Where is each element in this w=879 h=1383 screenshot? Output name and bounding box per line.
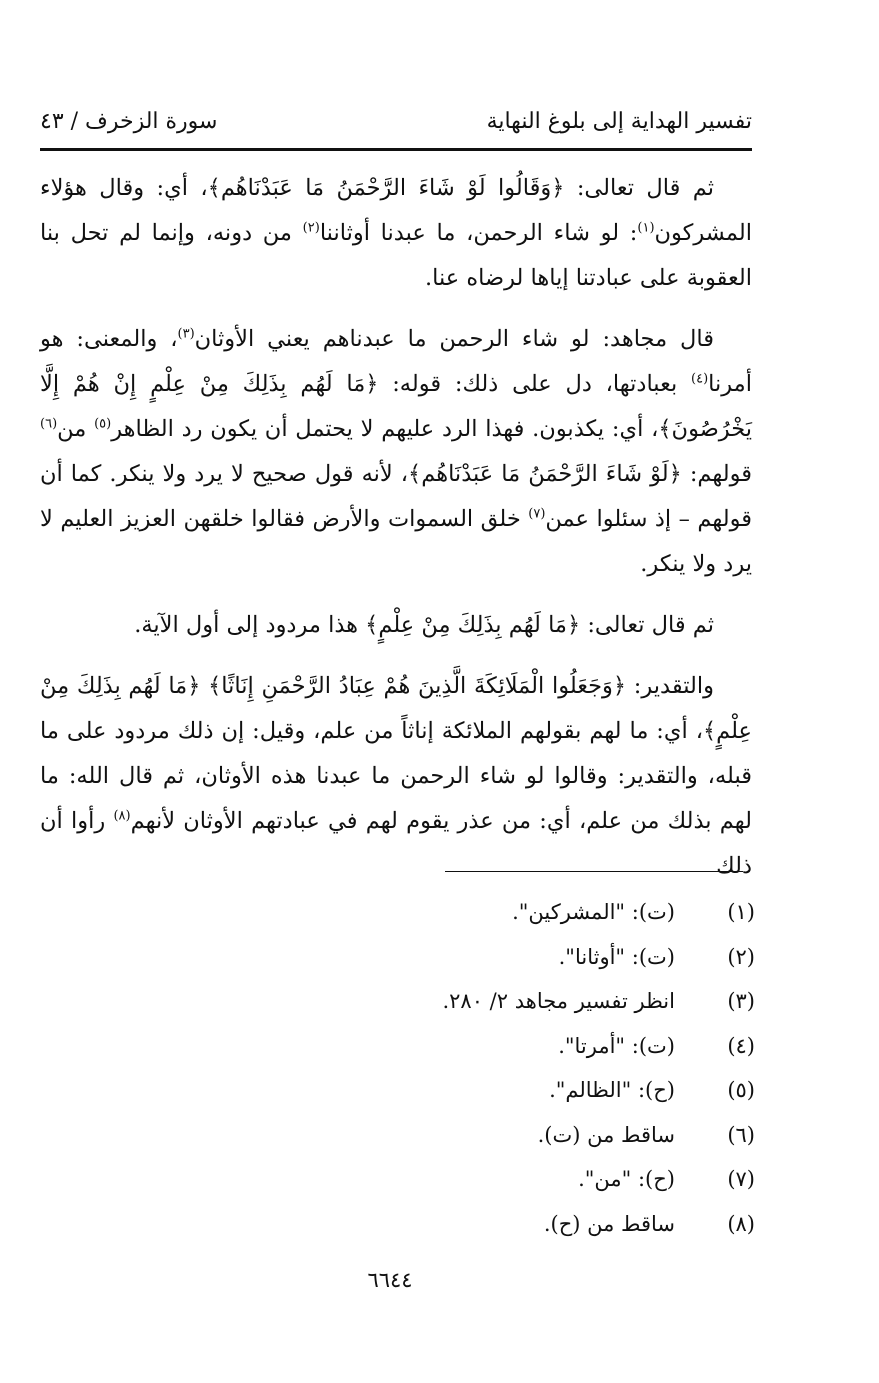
paragraph-3 xyxy=(40,603,752,648)
footnote-item xyxy=(300,979,755,1024)
text-run: ، والمعنى: هو أمرنا xyxy=(40,326,752,397)
text-run: قال مجاهد: لو شاء الرحمن ما عبدناهم يعني الأوثان xyxy=(194,326,714,352)
text-run: ثم قال تعالى: xyxy=(580,612,714,638)
footnote-number: (٤) xyxy=(727,1033,755,1058)
text-run: من دونه، وإنما لم تحل بنا العقوبة على عبادتنا إياها لرضاه عنا. xyxy=(40,220,752,291)
footnote-number: (٢) xyxy=(727,944,755,969)
footnote-text: (ت): "أوثانا". xyxy=(558,944,675,969)
footnote-number: (٦) xyxy=(727,1122,755,1147)
text-run: : لو شاء الرحمن، ما عبدنا أوثاننا xyxy=(319,220,638,246)
text-run: بعبادتها، دل على ذلك: قوله: xyxy=(378,371,691,397)
footnote-number: (٥) xyxy=(727,1078,755,1103)
footnote-ref: (١) xyxy=(637,220,655,236)
quran-verse: ﴿وَقَالُوا لَوْ شَاءَ الرَّحْمَنُ مَا عَبَدْنَاهُم﴾ xyxy=(207,175,565,201)
surah-page-label: سورة الزخرف / ٤٣ xyxy=(40,108,218,134)
footnote-text: (ت): "أمرتا". xyxy=(558,1033,675,1058)
footnote-item xyxy=(300,1202,755,1247)
text-run: قولهم: xyxy=(681,461,752,487)
footnote-ref: (٨) xyxy=(113,808,131,824)
footnote-text: (ح): "الظالم". xyxy=(549,1078,675,1103)
footnote-item xyxy=(300,890,755,935)
text-run xyxy=(200,673,208,699)
text-run: ، أي: ما لهم بقولهم الملائكة إناثاً من علم، وقيل: إن ذلك مردود على ما قبله، والتقدير: وقالوا لو شاء الرحمن ما عبدنا هذه الأوثان، ثم قال الله: ما لهم بذلك من علم، أي: من عذر يقوم لهم في عبادتهم الأوثان لأنهم xyxy=(40,718,752,834)
footnote-text: (ت): "المشركين". xyxy=(512,900,675,925)
footnote-ref: (٦) xyxy=(40,416,58,432)
footnote-number: (٨) xyxy=(727,1211,755,1236)
footnote-text: ساقط من (ح). xyxy=(543,1211,675,1236)
text-run: والتقدير: xyxy=(626,673,715,699)
footnote-divider xyxy=(445,871,743,872)
footnote-item xyxy=(300,935,755,980)
footnote-item xyxy=(300,1024,755,1069)
paragraph-1 xyxy=(40,166,752,301)
footnote-ref: (٧) xyxy=(528,506,546,522)
footnote-item xyxy=(300,1157,755,1202)
book-title: تفسير الهداية إلى بلوغ النهاية xyxy=(486,108,752,134)
footnote-number: (٧) xyxy=(727,1167,755,1192)
footnote-text: (ح): "من". xyxy=(578,1167,675,1192)
footnotes xyxy=(300,890,755,1246)
text-run: ، أي: يكذبون. فهذا الرد عليهم لا يحتمل أن يكون رد الظاهر xyxy=(111,416,659,442)
footnote-text: ساقط من (ت). xyxy=(537,1122,675,1147)
footnote-number: (٣) xyxy=(727,989,755,1014)
page-header xyxy=(40,98,752,144)
header-divider xyxy=(40,148,752,151)
footnote-ref: (٣) xyxy=(177,326,195,342)
main-text xyxy=(40,166,752,905)
paragraph-4 xyxy=(40,664,752,889)
quran-verse: ﴿وَجَعَلُوا الْمَلَائِكَةَ الَّذِينَ هُمْ عِبَادُ الرَّحْمَنِ إِنَاثًا﴾ xyxy=(208,673,627,699)
footnote-item xyxy=(300,1068,755,1113)
footnote-text: انظر تفسير مجاهد ٢/ ٢٨٠. xyxy=(442,989,675,1014)
text-run: رأوا أن ذلك xyxy=(40,808,752,879)
quran-verse: ﴿مَا لَهُم بِذَلِكَ مِنْ عِلْمٍ إِنْ هُمْ إِلَّا يَخْرُصُونَ﴾ xyxy=(40,371,752,442)
text-run: هذا مردود إلى أول الآية. xyxy=(134,612,366,638)
paragraph-2 xyxy=(40,317,752,587)
quran-verse: ﴿مَا لَهُم بِذَلِكَ مِنْ عِلْمٍ﴾ xyxy=(40,673,752,744)
quran-verse: ﴿لَوْ شَاءَ الرَّحْمَنُ مَا عَبَدْنَاهُم﴾ xyxy=(408,461,682,487)
text-run: خلق السموات والأرض فقالوا خلقهن العزيز العليم لا يرد ولا ينكر. xyxy=(40,506,752,577)
text-run: ، أي: وقال هؤلاء المشركون xyxy=(40,175,752,246)
page-number: ٦٦٤٤ xyxy=(367,1268,413,1292)
text-run: من xyxy=(57,416,95,442)
quran-verse: ﴿مَا لَهُم بِذَلِكَ مِنْ عِلْمٍ﴾ xyxy=(365,612,581,638)
footnote-ref: (٥) xyxy=(94,416,112,432)
text-run: ثم قال تعالى: xyxy=(564,175,714,201)
footnote-item xyxy=(300,1113,755,1158)
footnote-ref: (٤) xyxy=(691,371,709,387)
text-run: ، لأنه قول صحيح لا يرد ولا ينكر. كما أن قولهم – إذ سئلوا عمن xyxy=(40,461,752,532)
footnote-ref: (٢) xyxy=(302,220,320,236)
footnote-number: (١) xyxy=(727,900,755,925)
